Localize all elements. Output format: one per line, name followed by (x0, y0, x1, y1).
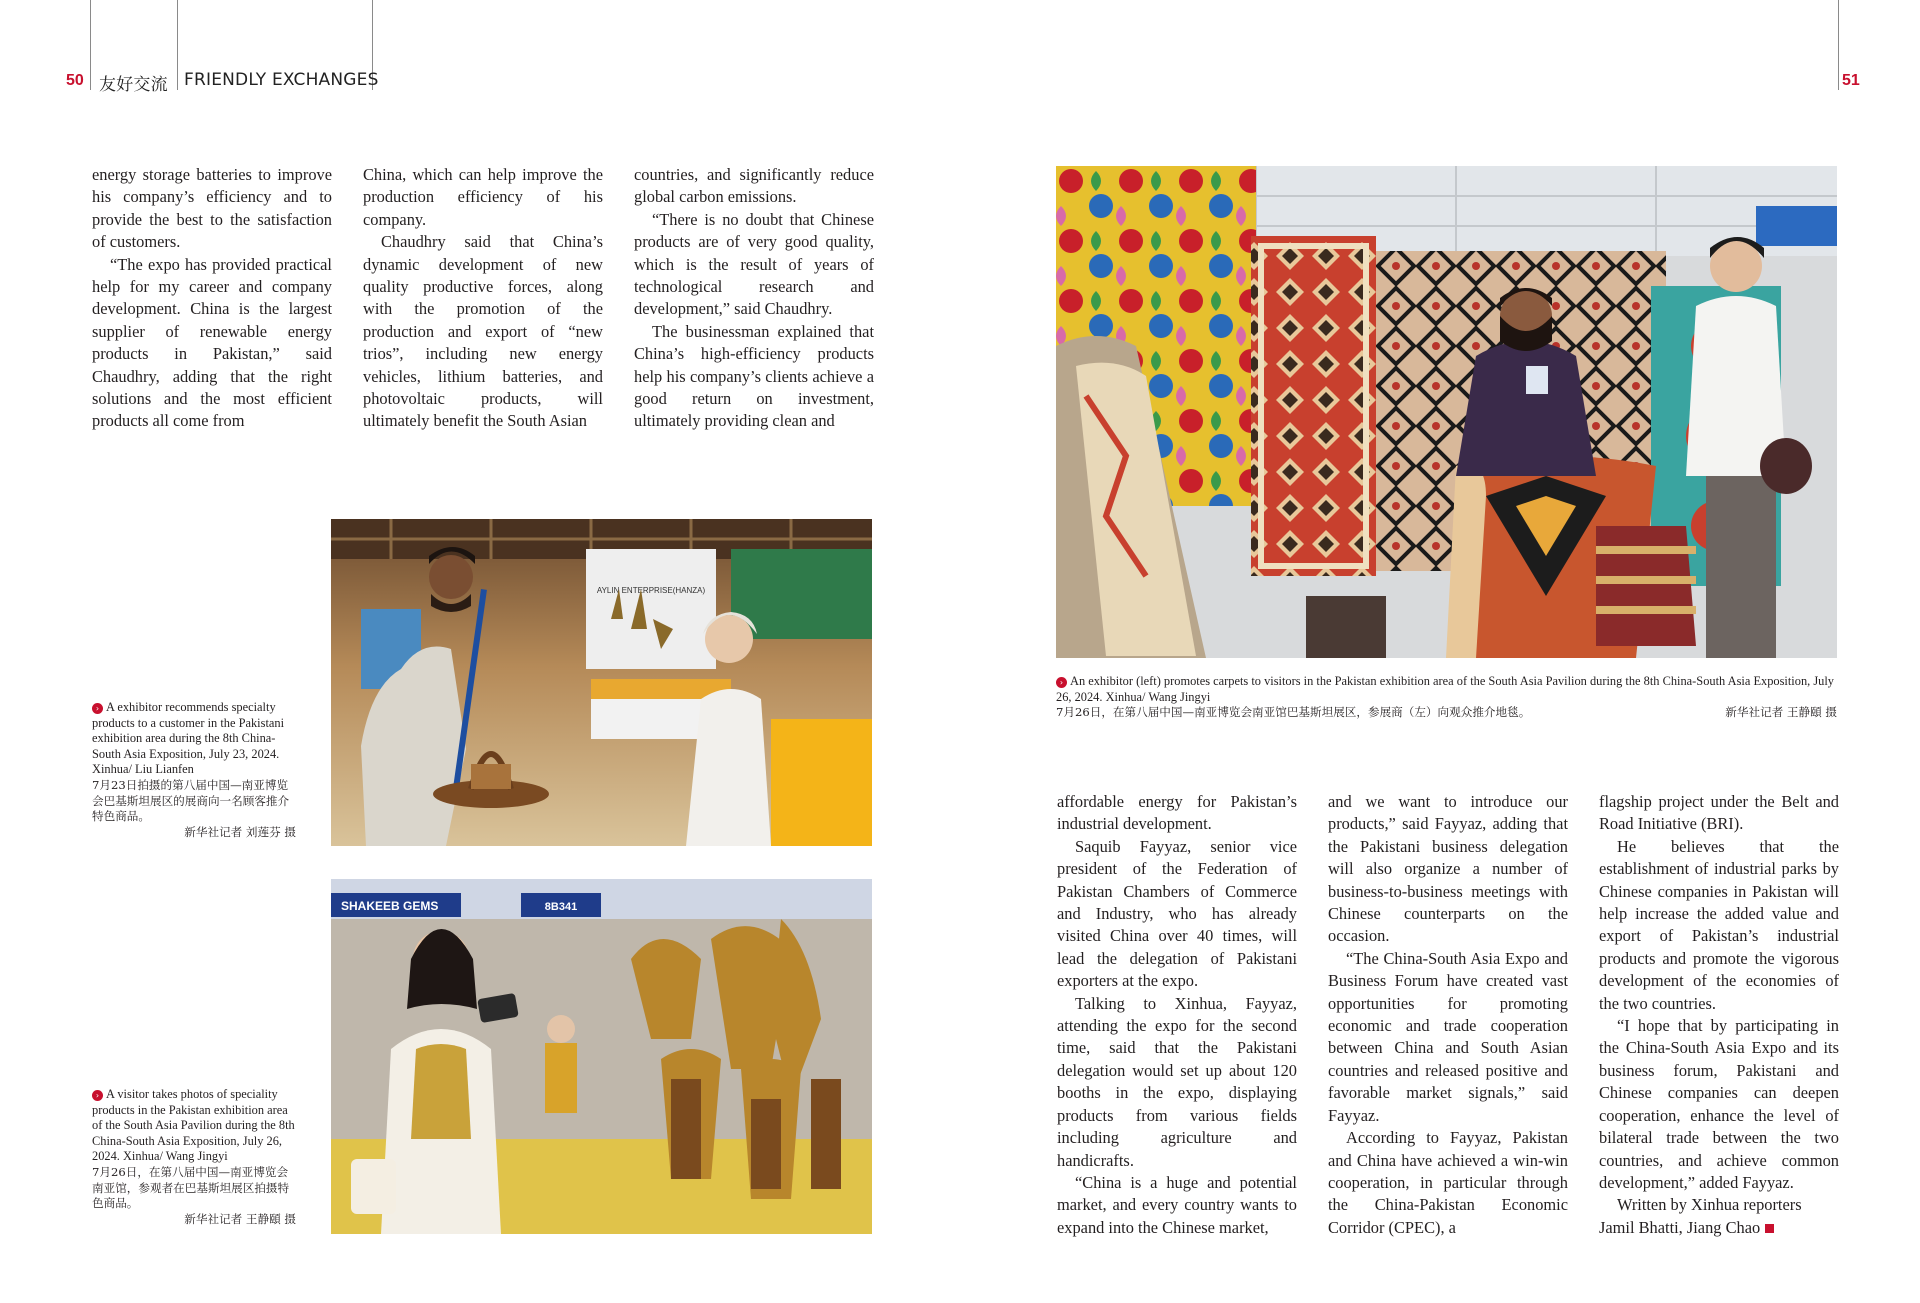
header-rule-left (90, 0, 91, 90)
paragraph: Talking to Xinhua, Fayyaz, attending the expo for the second time, said that the Pakistani delegation would set up about 120 booths in the expo, displaying products from various fields including agriculture and handicrafts. (1057, 993, 1297, 1170)
caption-credit: 新华社记者 刘莲芬 摄 (184, 824, 296, 839)
header-rule-mid (177, 0, 178, 90)
caption-zh: 7月26日，在第八届中国—南亚博览会南亚馆巴基斯坦展区，参展商（左）向观众推介地毯。 (1056, 705, 1531, 720)
paragraph: flagship project under the Belt and Road Initiative (BRI). (1599, 792, 1839, 834)
caption-arrow-icon: › (1056, 677, 1067, 688)
photo-visitor-photos (331, 879, 872, 1234)
booth-sign-text: SHAKEEB GEMS (341, 899, 439, 913)
page-number-left: 50 (66, 72, 84, 89)
caption-arrow-icon: › (92, 703, 103, 714)
paragraph: He believes that the establishment of industrial parks by Chinese companies in Pakistan will help increase the added value and export of Pakistan’s industrial products and promote the vigorous development of the economies of the two countries. (1599, 836, 1839, 1013)
paragraph: countries, and significantly reduce global carbon emissions. (634, 165, 874, 207)
byline-label: Written by Xinhua reporters (1617, 1195, 1802, 1215)
caption-credit: 新华社记者 王静頤 摄 (184, 1211, 296, 1226)
header-rule-page-right (1838, 0, 1839, 90)
section-title-zh: 友好交流 (99, 75, 168, 95)
paragraph: According to Fayyaz, Pakistan and China have achieved a win-win cooperation, in particular through the China-Pakistan Economic Corridor (CPEC), a (1328, 1128, 1568, 1237)
left-article-col1 (92, 164, 332, 433)
end-mark-icon (1765, 1224, 1774, 1233)
right-article-col1 (1057, 791, 1297, 1239)
paragraph: affordable energy for Pakistan’s industrial development. (1057, 792, 1297, 834)
paragraph: Saquib Fayyaz, senior vice president of the Federation of Pakistan Chambers of Commerce and Industry, who has already visited China over 40 times, will lead the delegation of Pakistani exporters at the expo. (1057, 836, 1297, 991)
paragraph: “There is no doubt that Chinese products are of very good quality, which is the result of years of technological research and development,” said Chaudhry. (634, 209, 874, 319)
paragraph: energy storage batteries to improve his company’s efficiency and to provide the best to the satisfaction of customers. (92, 165, 332, 252)
paragraph: Chaudhry said that China’s dynamic development of new quality productive forces, along with the promotion of the production and export of “new trios”, including new energy vehicles, lithium batteries, and photovoltaic products, will ultimately benefit the South Asian (363, 232, 603, 431)
caption-photo1 (92, 700, 296, 840)
paragraph: and we want to introduce our products,” said Fayyaz, adding that the Pakistani business delegation will also organize a number of business-to-business meetings with Chinese counterparts on the occasion. (1328, 792, 1568, 946)
caption-en: A exhibitor recommends specialty products to a customer in the Pakistani exhibition area during the 8th China-South Asia Exposition, July 23, 2024. Xinhua/ Liu Lianfen (92, 700, 285, 777)
booth-sign-text: AYLIN ENTERPRISE(HANZA) (596, 586, 706, 595)
caption-en: An exhibitor (left) promotes carpets to visitors in the Pakistan exhibition area of the South Asia Pavilion during the 8th China-South Asia Exposition, July 26, 2024. Xinhua/ Wang Jingyi (1056, 674, 1834, 704)
right-article-col3 (1599, 791, 1839, 1239)
paragraph: “I hope that by participating in the China-South Asia Expo and its business forum, Pakistani and Chinese companies can deepen cooperation, enhance the level of bilateral trade between the two countries, and achieve common development,” added Fayyaz. (1599, 1016, 1839, 1192)
paragraph: “China is a huge and potential market, and every country wants to expand into the Chinese market, (1057, 1172, 1297, 1237)
right-article-col2 (1328, 791, 1568, 1239)
byline-names: Jamil Bhatti, Jiang Chao (1599, 1217, 1761, 1237)
left-article-col2 (363, 164, 603, 433)
caption-en: A visitor takes photos of speciality products in the Pakistan exhibition area of the South Asia Pavilion during the 8th China-South Asia Exposition, July 26, 2024. Xinhua/ Wang Jingyi (92, 1087, 295, 1164)
paragraph: “The China-South Asia Expo and Business Forum have created vast opportunities for promoting economic and trade cooperation between China and South Asian countries and released positive and favorable market signals,” said Fayyaz. (1328, 948, 1568, 1125)
caption-arrow-icon: › (92, 1090, 103, 1101)
photo-carpets (1056, 166, 1837, 658)
caption-photo2 (92, 1087, 296, 1227)
photo-exhibitor-customer (331, 519, 872, 846)
section-title-en: FRIENDLY EXCHANGES (184, 70, 379, 90)
caption-zh: 7月23日拍摄的第八届中国—南亚博览会巴基斯坦展区的展商向一名顾客推介特色商品。 (92, 777, 290, 824)
paragraph: China, which can help improve the production efficiency of his company. (363, 165, 603, 229)
paragraph: “The expo has provided practical help for my career and company development. China is the largest supplier of renewable energy products in Pakistan,” said Chaudhry, adding that the right solutions and the most efficient products all come from (92, 254, 332, 431)
caption-photo3 (1056, 674, 1837, 721)
page-number-right: 51 (1842, 72, 1860, 89)
booth-number-text: 8B341 (544, 901, 578, 913)
paragraph: The businessman explained that China’s high-efficiency products help his company’s clients achieve a good return on investment, ultimately providing clean and (634, 321, 874, 431)
caption-credit: 新华社记者 王静頤 摄 (1725, 705, 1837, 720)
caption-zh: 7月26日，在第八届中国—南亚博览会南亚馆，参观者在巴基斯坦展区拍摄特色商品。 (92, 1164, 290, 1211)
left-article-col3 (634, 164, 874, 433)
